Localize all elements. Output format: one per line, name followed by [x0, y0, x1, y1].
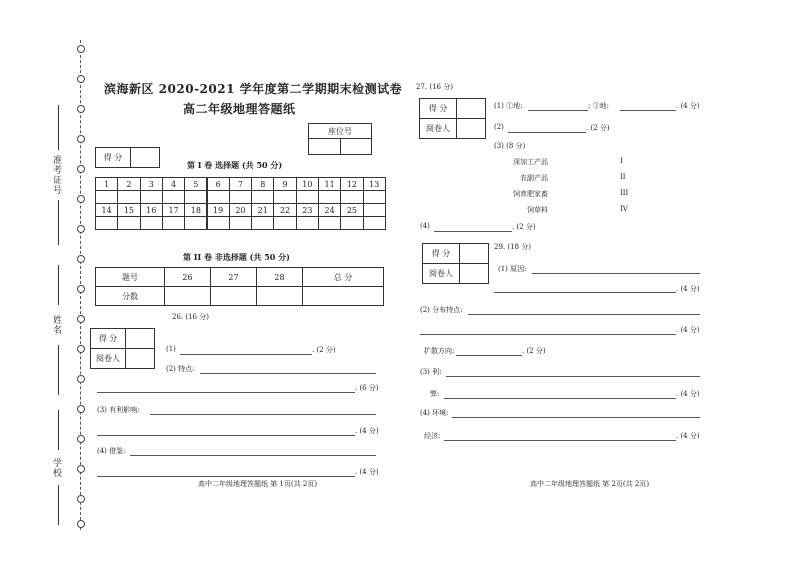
binding-hole: [77, 165, 85, 173]
q29-score-field[interactable]: [459, 243, 489, 264]
seat-digit-1[interactable]: [308, 138, 341, 155]
q27-part1-answer-b[interactable]: [620, 110, 676, 111]
score-table-header-cell: 26: [164, 267, 211, 287]
score-table-value-cell[interactable]: [256, 286, 303, 306]
binding-hole: [77, 435, 85, 443]
q29-part2-label: (2) 分布特点:: [420, 306, 463, 314]
score-table-header-cell: 题号: [95, 267, 165, 287]
q29-part1-answer-1[interactable]: [532, 273, 700, 274]
q29-part3-points: . (4 分): [676, 390, 700, 398]
mc-answer-cell[interactable]: [207, 190, 230, 204]
q29-part2-points: . (4 分): [676, 326, 700, 334]
score-table-row-label: 分数: [95, 286, 165, 306]
q29-part3-answer-1[interactable]: [446, 376, 700, 377]
mc-answer-cell[interactable]: [229, 216, 252, 230]
binding-hole: [77, 135, 85, 143]
mc-answer-cell[interactable]: [162, 190, 185, 204]
q29-score-label: 得 分: [422, 243, 460, 264]
mc-question-number: 13: [363, 177, 386, 191]
name-line-lower: [58, 345, 59, 395]
q27-part3-label: (3) (8 分): [494, 142, 526, 150]
q27-part4-answer[interactable]: [434, 231, 512, 232]
mc-question-number: 2: [117, 177, 140, 191]
score-table-header-cell: 总 分: [302, 267, 384, 287]
binding-hole: [77, 105, 85, 113]
q29-part1-points: . (4 分): [676, 285, 700, 293]
mc-answer-cell[interactable]: [140, 190, 163, 204]
q29-part1-label: (1) 原因:: [498, 265, 527, 273]
mc-question-number: 21: [251, 203, 274, 217]
part2-title: 第 II 卷 非选择题 (共 50 分): [183, 252, 290, 262]
q29-part2-answer-1[interactable]: [468, 314, 700, 315]
q27-part1-label-a: (1) ①地:: [494, 102, 523, 110]
binding-hole: [77, 225, 85, 233]
mc-answer-cell[interactable]: [117, 216, 140, 230]
mc-question-number: 11: [318, 177, 341, 191]
q26-score-field[interactable]: [125, 328, 155, 349]
score-table-value-cell[interactable]: [210, 286, 257, 306]
q27-grader-field[interactable]: [456, 118, 486, 139]
score-table-value-cell[interactable]: [164, 286, 211, 306]
mc-answer-cell[interactable]: [95, 190, 118, 204]
binding-hole: [77, 345, 85, 353]
q29-grader-label: 阅卷人: [422, 263, 460, 284]
binding-hole: [77, 75, 85, 83]
binding-hole: [77, 465, 85, 473]
exam-id-line-lower: [58, 200, 59, 245]
q27-part2-label: (2): [494, 123, 504, 131]
seat-label: 座位号: [308, 123, 372, 139]
q26-grader-field[interactable]: [125, 348, 155, 369]
mc-answer-cell[interactable]: [296, 190, 319, 204]
q26-score-label: 得 分: [90, 328, 126, 349]
binding-hole: [77, 45, 85, 53]
q26-part3-label: (3) 有利影响:: [97, 406, 140, 414]
q26-part3-points: . (4 分): [355, 427, 379, 435]
binding-hole: [77, 195, 85, 203]
mc-question-number: 8: [251, 177, 274, 191]
mc-answer-cell[interactable]: [363, 190, 386, 204]
match-item-right: I: [620, 157, 623, 165]
q27-grader-label: 阅卷人: [419, 118, 457, 139]
binding-hole: [77, 255, 85, 263]
q26-part3-answer-2[interactable]: [97, 435, 355, 436]
q29-part2-answer-2[interactable]: [420, 334, 676, 335]
school-label: 学校: [51, 458, 61, 478]
school-line: [58, 410, 59, 450]
match-item-right: IV: [620, 205, 628, 213]
q27-part1-label-b: ; ③地:: [588, 102, 609, 110]
q27-part4-points: . (2 分): [512, 223, 536, 231]
q29-part2b-answer[interactable]: [456, 355, 522, 356]
score-table-value-cell[interactable]: [302, 286, 384, 306]
q27-part2-answer[interactable]: [508, 132, 586, 133]
match-item-left: 饲育肥家畜: [513, 190, 548, 198]
name-line: [58, 265, 59, 305]
q29-part4-points: . (4 分): [676, 432, 700, 440]
binding-hole: [77, 405, 85, 413]
mc-question-number: 1: [95, 177, 118, 191]
mc-answer-cell[interactable]: [229, 190, 252, 204]
q26-part4-points: . (4 分): [355, 468, 379, 476]
mc-question-number: 18: [184, 203, 207, 217]
mc-question-number: 19: [207, 203, 230, 217]
q29-part2b-label: 扩散方向:: [424, 347, 455, 355]
mc-question-number: [363, 203, 386, 217]
mc-answer-cell[interactable]: [140, 216, 163, 230]
mc-question-number: 10: [296, 177, 319, 191]
q29-part3b-label: 弊:: [430, 390, 440, 398]
mc-question-number: 14: [95, 203, 118, 217]
mc-answer-cell[interactable]: [296, 216, 319, 230]
mc-question-number: 22: [273, 203, 296, 217]
mc-question-number: 25: [340, 203, 363, 217]
mc-question-number: 4: [162, 177, 185, 191]
score-field[interactable]: [130, 147, 160, 168]
q26-part2-answer-1[interactable]: [200, 373, 376, 374]
mc-answer-cell[interactable]: [95, 216, 118, 230]
q26-part4-answer-2[interactable]: [97, 476, 355, 477]
q27-score-label: 得 分: [419, 98, 457, 119]
q26-heading: 26. (16 分): [172, 313, 209, 321]
mc-question-number: 9: [273, 177, 296, 191]
seat-digit-2[interactable]: [340, 138, 372, 155]
q27-part1-answer-a[interactable]: [528, 110, 588, 111]
left-footer: 高中二年级地理答题纸 第 1页(共 2页): [198, 480, 318, 488]
mc-answer-cell[interactable]: [184, 190, 207, 204]
q26-part2-answer-2[interactable]: [97, 392, 355, 393]
match-item-left: 农副产品: [520, 174, 548, 182]
mc-question-number: 23: [296, 203, 319, 217]
mc-answer-cell[interactable]: [184, 216, 207, 230]
q29-part4-answer-1[interactable]: [452, 417, 700, 418]
binding-hole: [77, 375, 85, 383]
sheet-title: 高二年级地理答题纸: [183, 102, 296, 116]
right-footer: 高中二年级地理答题纸 第 2页(共 2页): [530, 480, 650, 488]
mc-answer-cell[interactable]: [363, 216, 386, 230]
mc-answer-cell[interactable]: [207, 216, 230, 230]
mc-question-number: 15: [117, 203, 140, 217]
q29-part4-answer-2[interactable]: [444, 440, 676, 441]
exam-id-label: 准考证号: [51, 155, 61, 195]
mc-answer-cell[interactable]: [162, 216, 185, 230]
mc-question-number: 5: [184, 177, 207, 191]
match-item-right: III: [620, 189, 629, 197]
binding-hole: [77, 495, 85, 503]
mc-answer-cell[interactable]: [273, 190, 296, 204]
mc-question-number: 17: [162, 203, 185, 217]
q29-part4b-label: 经济:: [424, 432, 441, 440]
q26-grader-label: 阅卷人: [90, 348, 126, 369]
school-line-lower: [58, 485, 59, 525]
score-table-header-cell: 27: [210, 267, 257, 287]
match-item-left: 深加工产品: [513, 158, 548, 166]
mc-question-number: 3: [140, 177, 163, 191]
mc-answer-cell[interactable]: [273, 216, 296, 230]
binding-hole: [77, 520, 85, 528]
mc-question-number: 24: [318, 203, 341, 217]
part1-title: 第 I 卷 选择题 (共 50 分): [187, 160, 283, 170]
q27-part1-points: . (4 分): [676, 102, 700, 110]
q29-part4-label: (4) 环境:: [420, 409, 449, 417]
mc-question-number: 16: [140, 203, 163, 217]
binding-hole: [77, 315, 85, 323]
q26-part3-answer-1[interactable]: [150, 414, 376, 415]
q29-part3-answer-2[interactable]: [444, 398, 676, 399]
q29-heading: 29. (18 分): [494, 243, 531, 251]
score-label: 得 分: [95, 147, 131, 168]
exam-id-line: [58, 105, 59, 150]
q26-part1-points: . (2 分): [312, 346, 336, 354]
q26-part4-label: (4) 借鉴:: [97, 447, 126, 455]
match-item-right: II: [620, 173, 626, 181]
q29-grader-field[interactable]: [459, 263, 489, 284]
q27-heading: 27. (16 分): [416, 83, 453, 91]
mc-answer-cell[interactable]: [340, 216, 363, 230]
match-item-left: 饲草料: [527, 206, 548, 214]
binding-hole: [77, 285, 85, 293]
q29-part3-label: (3) 利:: [420, 368, 442, 376]
q27-part4-label: (4): [420, 222, 430, 230]
mc-answer-cell[interactable]: [318, 190, 341, 204]
mc-answer-cell[interactable]: [318, 216, 341, 230]
mc-question-number: 20: [229, 203, 252, 217]
mc-question-number: 7: [229, 177, 252, 191]
mc-answer-cell[interactable]: [117, 190, 140, 204]
q27-part2-points: . (2 分): [586, 124, 610, 132]
q26-part2-label: (2) 特点:: [166, 365, 195, 373]
q29-part1-answer-2[interactable]: [494, 292, 676, 293]
q26-part1-answer[interactable]: [180, 354, 312, 355]
score-table-header-cell: 28: [256, 267, 303, 287]
name-label: 姓名: [51, 315, 61, 335]
mc-question-number: 12: [340, 177, 363, 191]
mc-answer-cell[interactable]: [340, 190, 363, 204]
q26-part1-label: (1): [166, 345, 176, 353]
q27-score-field[interactable]: [456, 98, 486, 119]
q29-part2b-points: . (2 分): [522, 347, 546, 355]
q26-part4-answer-1[interactable]: [130, 455, 376, 456]
exam-title: 滨海新区 2020-2021 学年度第二学期期末检测试卷: [104, 82, 403, 96]
mc-answer-cell[interactable]: [251, 216, 274, 230]
q26-part2-points: . (6 分): [355, 384, 379, 392]
mc-answer-cell[interactable]: [251, 190, 274, 204]
mc-question-number: 6: [207, 177, 230, 191]
